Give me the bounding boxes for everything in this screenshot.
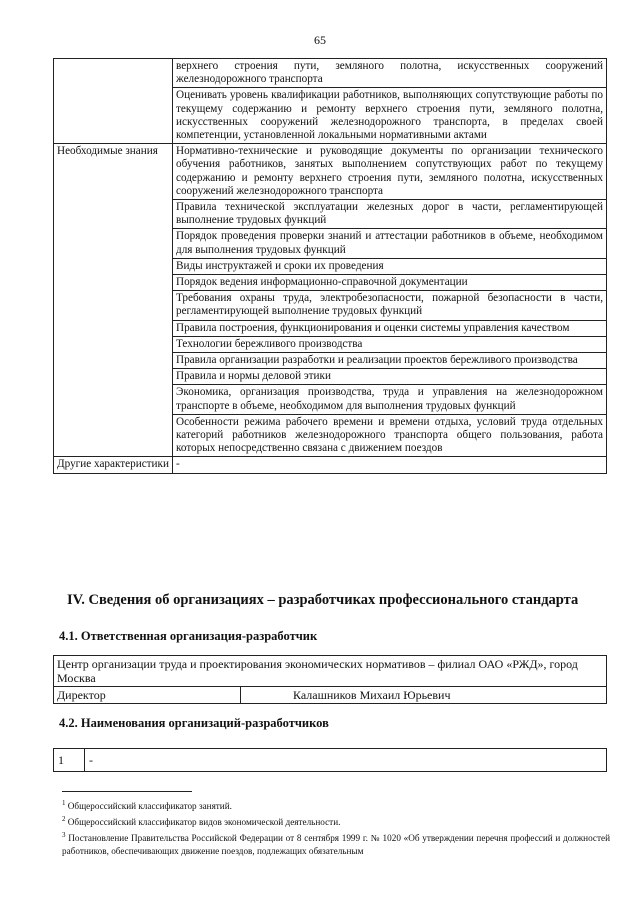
responsible-org-table (53, 655, 607, 704)
subsection-title-developers: 4.2. Наименования организаций-разработчиков (59, 716, 329, 730)
footnote-mark: 2 (62, 814, 66, 823)
table-cell: Экономика, организация производства, труда и управления на железнодорожном транспорте в объеме, необходимом для выполнения трудовых функций (173, 385, 607, 414)
table-row (54, 144, 607, 200)
row-label-required-knowledge: Необходимые знания (54, 144, 173, 457)
developers-table (53, 748, 607, 772)
footnote-mark: 1 (62, 799, 66, 807)
table-cell: Технологии бережливого производства (173, 336, 607, 352)
table-cell: Правила технической эксплуатации железных дорог в части, регламентирующей выполнение трудовых функций (173, 200, 607, 229)
table-cell: - (173, 457, 607, 473)
row-label (54, 59, 173, 144)
table-cell: Особенности режима рабочего времени и времени отдыха, условий труда отдельных категорий работников железнодорожного транспорта общего пользования, работа которых непосредственно связана с движением поездов (173, 414, 607, 457)
table-row (54, 457, 607, 473)
footnote (62, 813, 610, 829)
footnote-text: Общероссийский классификатор занятий. (65, 801, 232, 812)
footnote-text: Общероссийский классификатор видов экономической деятельности. (65, 816, 341, 827)
table-cell: Виды инструктажей и сроки их проведения (173, 258, 607, 274)
org-person: Калашников Михаил Юрьевич (241, 687, 607, 704)
table-cell: Правила организации разработки и реализации проектов бережливого производства (173, 353, 607, 369)
developer-name: - (85, 749, 607, 772)
table-cell: Оценивать уровень квалификации работников, выполняющих сопутствующие работы по текущему содержанию и ремонту верхнего строения пути, земляного полотна, искусственных сооружений железнодорожного транспорта, в пределах своей компетенции, установленной локальными нормативными актами (173, 88, 607, 144)
table-row (54, 59, 607, 88)
org-name: Центр организации труда и проектирования экономических нормативов – филиал ОАО «РЖД», город Москва (54, 656, 607, 687)
table-cell: Правила и нормы деловой этики (173, 369, 607, 385)
footnote-mark: 3 (62, 830, 66, 839)
footnotes (62, 797, 610, 857)
subsection-title-responsible: 4.1. Ответственная организация-разработчик (59, 629, 318, 643)
footnote-divider (62, 791, 192, 792)
table-cell: Порядок проведения проверки знаний и аттестации работников в объеме, необходимом для выполнения трудовых функций (173, 229, 607, 258)
competency-table (53, 58, 607, 474)
table-cell: Порядок ведения информационно-справочной документации (173, 275, 607, 291)
section-title: IV. Сведения об организациях – разработчиках профессионального стандарта (67, 592, 579, 608)
org-position: Директор (54, 687, 241, 704)
page-number: 65 (314, 33, 326, 47)
table-row (54, 656, 607, 687)
footnote-text: Постановление Правительства Российской Федерации от 8 сентября 1999 г. № 1020 «Об утверждении перечня профессий и должностей работников, обеспечивающих движение поездов, подлежащих обязательным (62, 832, 610, 856)
table-cell: Нормативно-технические и руководящие документы по организации технического обучения работников, занятых выполнением сопутствующих работ по текущему содержанию и ремонту верхнего строения пути, земляного полотна, искусственных сооружений железнодорожного транспорта (173, 144, 607, 200)
table-row (54, 749, 607, 772)
row-label-other-characteristics: Другие характеристики (54, 457, 173, 473)
footnote (62, 829, 610, 858)
footnote (62, 797, 610, 813)
table-cell: верхнего строения пути, земляного полотна, искусственных сооружений железнодорожного транспорта (173, 59, 607, 88)
table-cell: Правила построения, функционирования и оценки системы управления качеством (173, 320, 607, 336)
row-number: 1 (54, 749, 85, 772)
table-cell: Требования охраны труда, электробезопасности, пожарной безопасности в части, регламентирующей выполнение трудовых функций (173, 291, 607, 320)
table-row (54, 687, 607, 704)
